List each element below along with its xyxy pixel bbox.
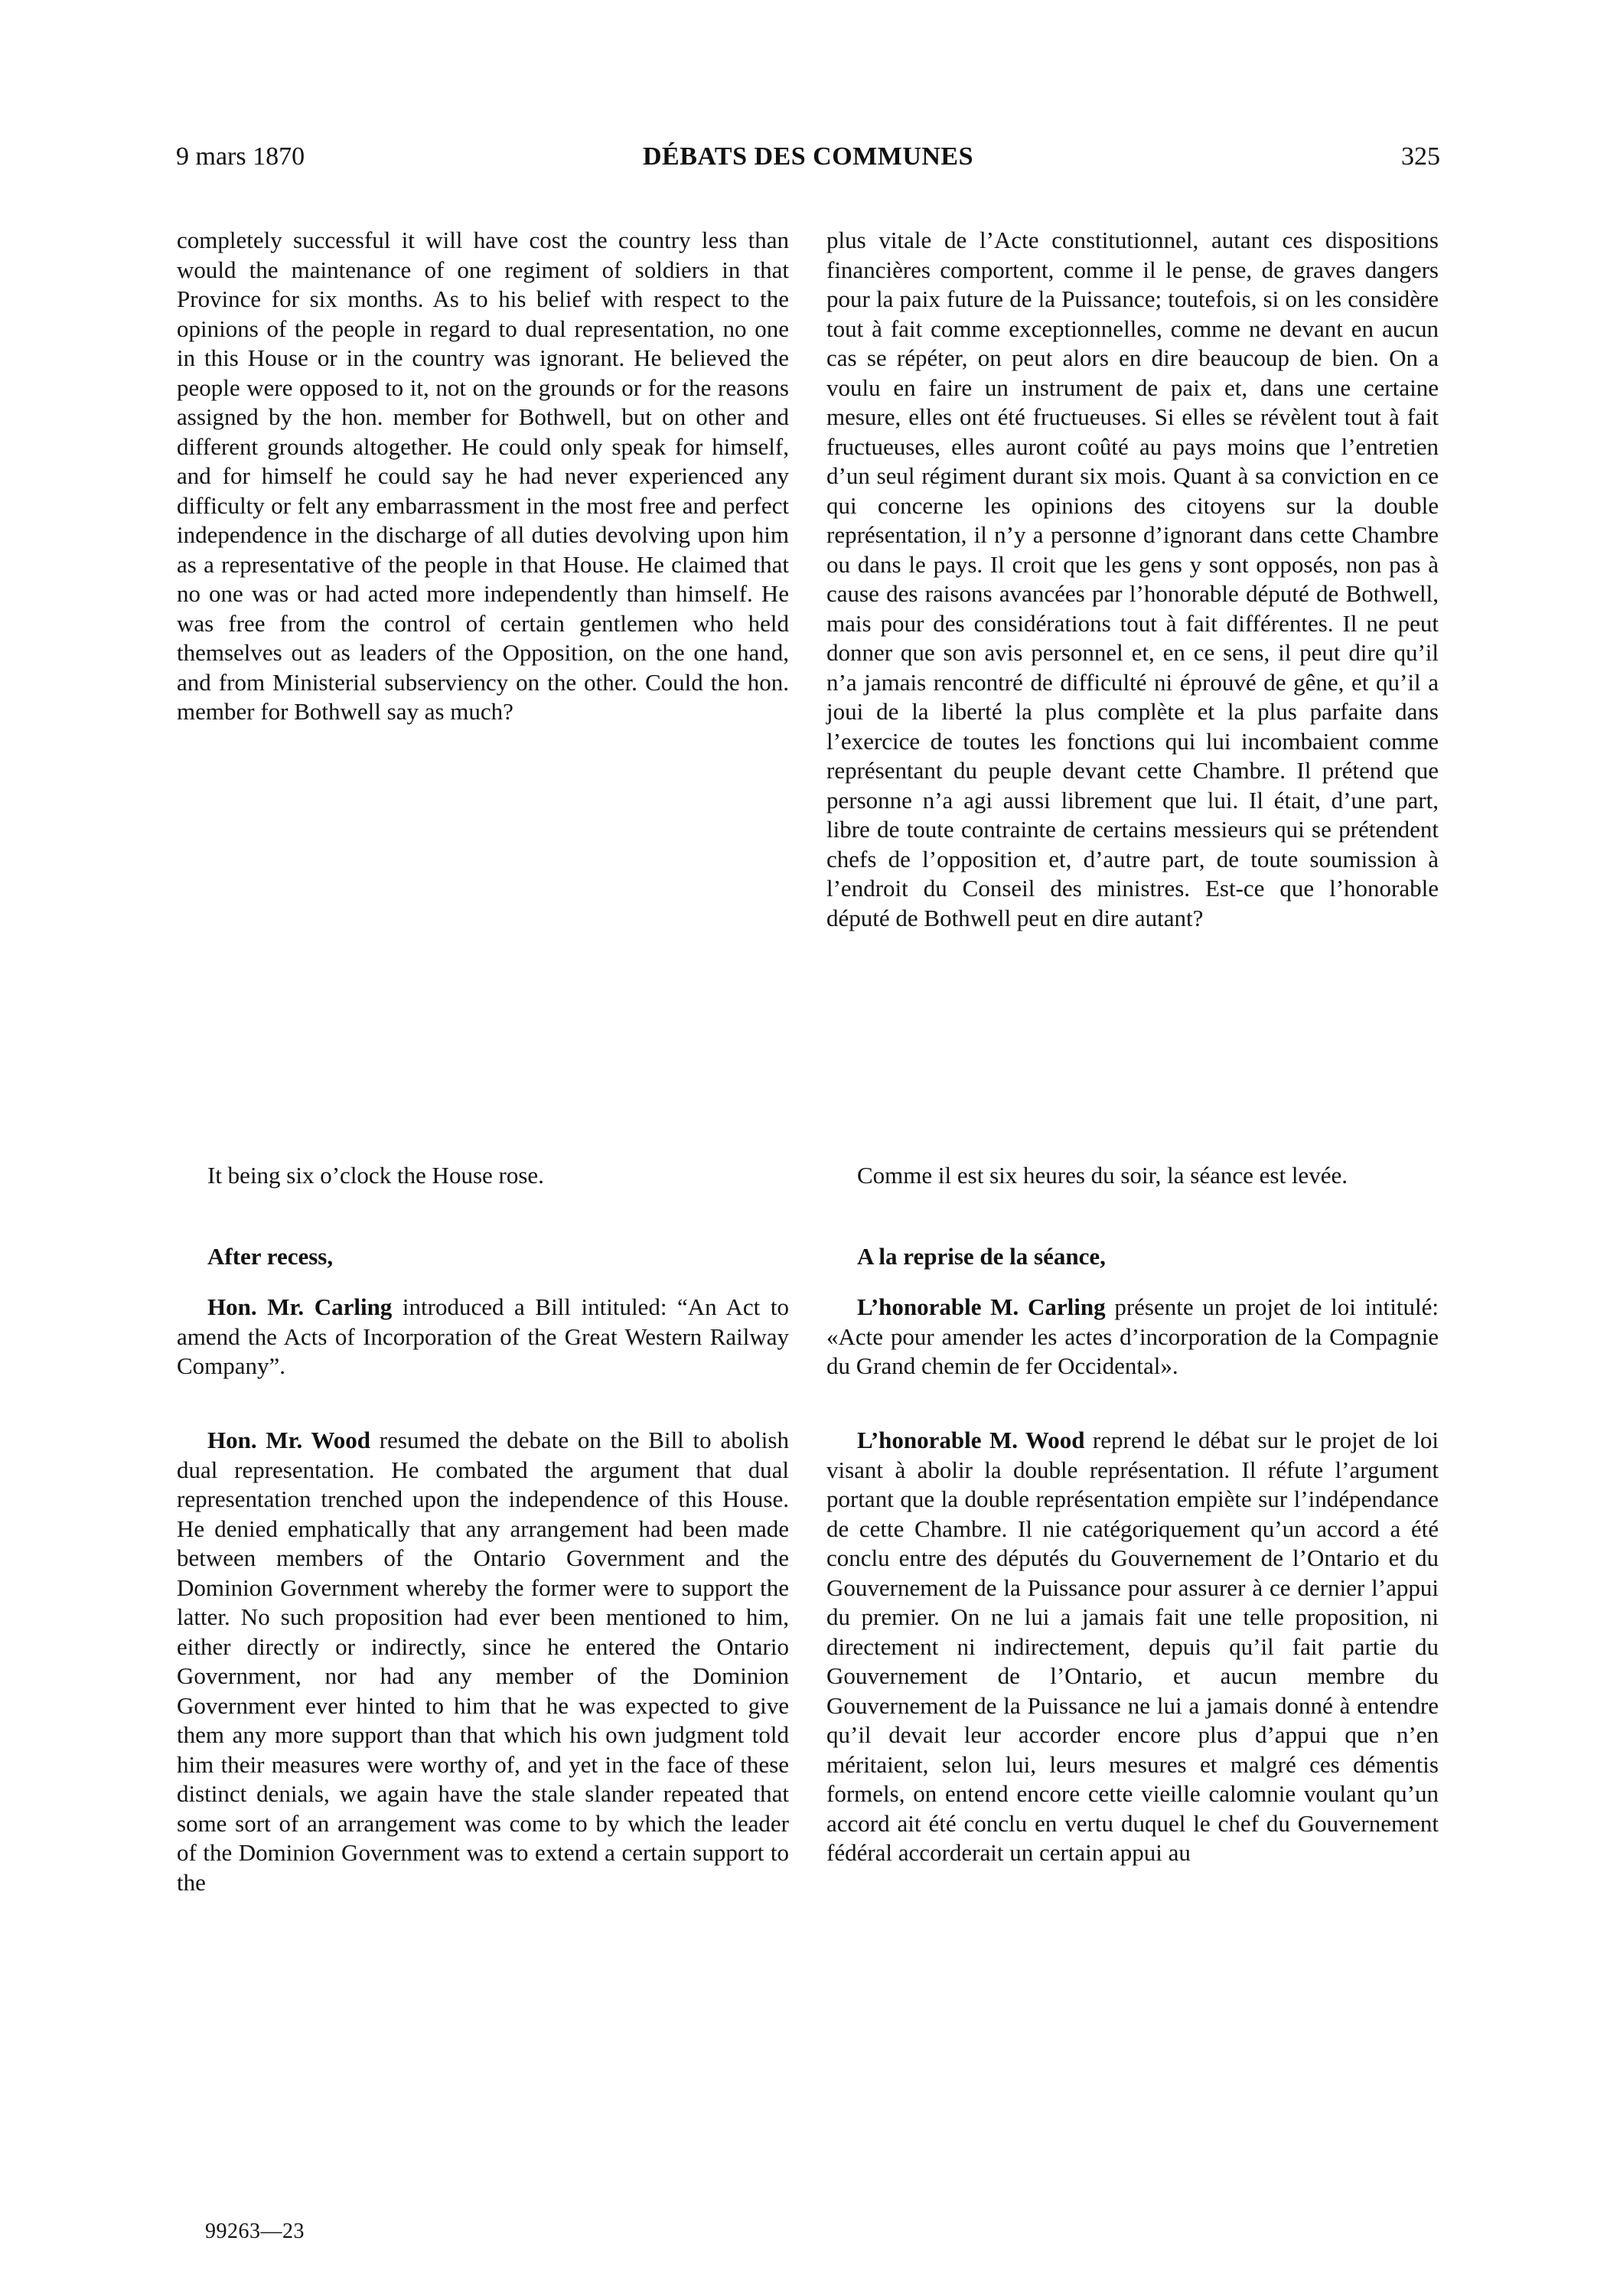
header-title: DÉBATS DES COMMUNES (642, 142, 974, 171)
english-continuation (177, 226, 789, 727)
french-after-recess-heading: A la reprise de la séance, (857, 1243, 1106, 1270)
english-continuation-text: completely successful it will have cost the country less than would the maintenance of one regiment of soldiers in that Province for six months. As to his belief with respect to the opinions of the people in regard to dual representation, no one in this House or in the country was ignorant. He believed the people were opposed to it, not on the grounds or for the reasons assigned by the hon. member for Bothwell, but on other and different grounds altogether. He could only speak for himself, and for himself he could say he had never experienced any difficulty or felt any embarrassment in the most free and perfect independence in the discharge of all duties devolving upon him as a representative of the people in that House. He claimed that no one was or had acted more independently than himself. He was free from the control of certain gentlemen who held themselves out as leaders of the Opposition, on the one hand, and from Ministerial subserviency on the other. Could the hon. member for Bothwell say as much? (177, 227, 789, 725)
english-wood-paragraph (177, 1426, 789, 1897)
french-after-recess (826, 1242, 1439, 1272)
english-wood-text: resumed the debate on the Bill to abolish dual representation. He combated the argument that dual representation trenched upon the independence of this House. He denied emphatically that any arrangement had been made between members of the Ontario Government and the Dominion Government whereby the former were to support the latter. No such proposition had ever been mentioned to him, either directly or indirectly, since he entered the Ontario Government, nor had any member of the Dominion Government ever hinted to him that he was expected to give them any more support than that which his own judgment told him their measures were worthy of, and yet in the face of these distinct denials, we again have the stale slander repeated that some sort of an arrangement was come to by which the leader of the Dominion Government was to extend a certain support to the (177, 1427, 789, 1896)
running-head (176, 142, 1440, 181)
english-carling-text: introduced a Bill intituled: “An Act to amend the Acts of Incorporation of the Great Western Railway Company”. (177, 1293, 789, 1379)
french-wood-paragraph (826, 1426, 1439, 1868)
english-wood-speaker: Hon. Mr. Wood (207, 1427, 371, 1453)
french-carling-text: présente un projet de loi intitulé: «Acte pour amender les actes d’incorporation de la Compagnie du Grand chemin de fer Occidental». (826, 1293, 1439, 1379)
french-continuation-text: plus vitale de l’Acte constitutionnel, autant ces dispositions financières comportent, comme il le pense, de graves dangers pour la paix future de la Puissance; toutefois, si on les considère tout à fait comme exceptionnelles, comme ne devant en aucun cas se répéter, on peut alors en dire beaucoup de bien. On a voulu en faire un instrument de paix et, dans une certaine mesure, elles ont été fructueuses. Si elles se révèlent tout à fait fructueuses, elles auront coûté au pays moins que l’entretien d’un seul régiment durant six mois. Quant à sa conviction en ce qui concerne les opinions des citoyens sur la double représentation, il n’y a personne d’ignorant dans cette Chambre ou dans le pays. Il croit que les gens y sont opposés, non pas à cause des raisons avancées par l’honorable député de Bothwell, mais pour des considérations tout à fait différentes. Il ne peut donner que son avis personnel et, en ce sens, il peut dire qu’il n’a jamais rencontré de difficulté ni éprouvé de gêne, et qu’il a joui de la liberté la plus complète et la plus parfaite dans l’exercice de toutes les fonctions qui lui incombaient comme représentant du peuple devant cette Chambre. Il prétend que personne n’a agi aussi librement que lui. Il était, d’une part, libre de toute contrainte de certains messieurs qui se prétendent chefs de l’opposition et, d’autre part, de toute soumission à l’endroit du Conseil des ministres. Est-ce que l’honorable député de Bothwell peut en dire autant? (826, 227, 1439, 931)
footer-code: 99263—23 (205, 2219, 305, 2243)
english-rose-text: It being six o’clock the House rose. (207, 1162, 544, 1189)
english-after-recess (177, 1242, 789, 1272)
english-carling-speaker: Hon. Mr. Carling (207, 1293, 393, 1320)
french-wood-speaker: L’honorable M. Wood (857, 1427, 1085, 1453)
french-continuation (826, 226, 1439, 933)
french-wood-text: reprend le débat sur le projet de loi visant à abolir la double représentation. Il réfute l’argument portant que la double représentation empiète sur l’indépendance de cette Chambre. Il nie catégoriquement qu’un accord a été conclu entre des députés du Gouvernement de l’Ontario et du Gouvernement de la Puissance pour assurer à ce dernier l’appui du premier. On ne lui a jamais fait une telle proposition, ni directement ni indirectement, depuis qu’il fait partie du Gouvernement de l’Ontario, et aucun membre du Gouvernement de la Puissance ne lui a jamais donné à entendre qu’il devait leur accorder encore plus d’appui que n’en méritaient, selon lui, leurs mesures et malgré ces démentis formels, on entend encore cette vieille calomnie voulant qu’un accord ait été conclu en vertu duquel le chef du Gouvernement fédéral accorderait un certain appui au (826, 1427, 1439, 1866)
english-carling-paragraph (177, 1293, 789, 1381)
english-after-recess-heading: After recess, (207, 1243, 334, 1270)
french-carling-speaker: L’honorable M. Carling (857, 1293, 1106, 1320)
page-number: 325 (1401, 142, 1440, 171)
french-carling-paragraph (826, 1293, 1439, 1381)
header-date: 9 mars 1870 (176, 142, 305, 171)
english-house-rose (177, 1161, 789, 1191)
french-rose-text: Comme il est six heures du soir, la séance est levée. (857, 1162, 1348, 1189)
french-house-rose (826, 1161, 1439, 1191)
